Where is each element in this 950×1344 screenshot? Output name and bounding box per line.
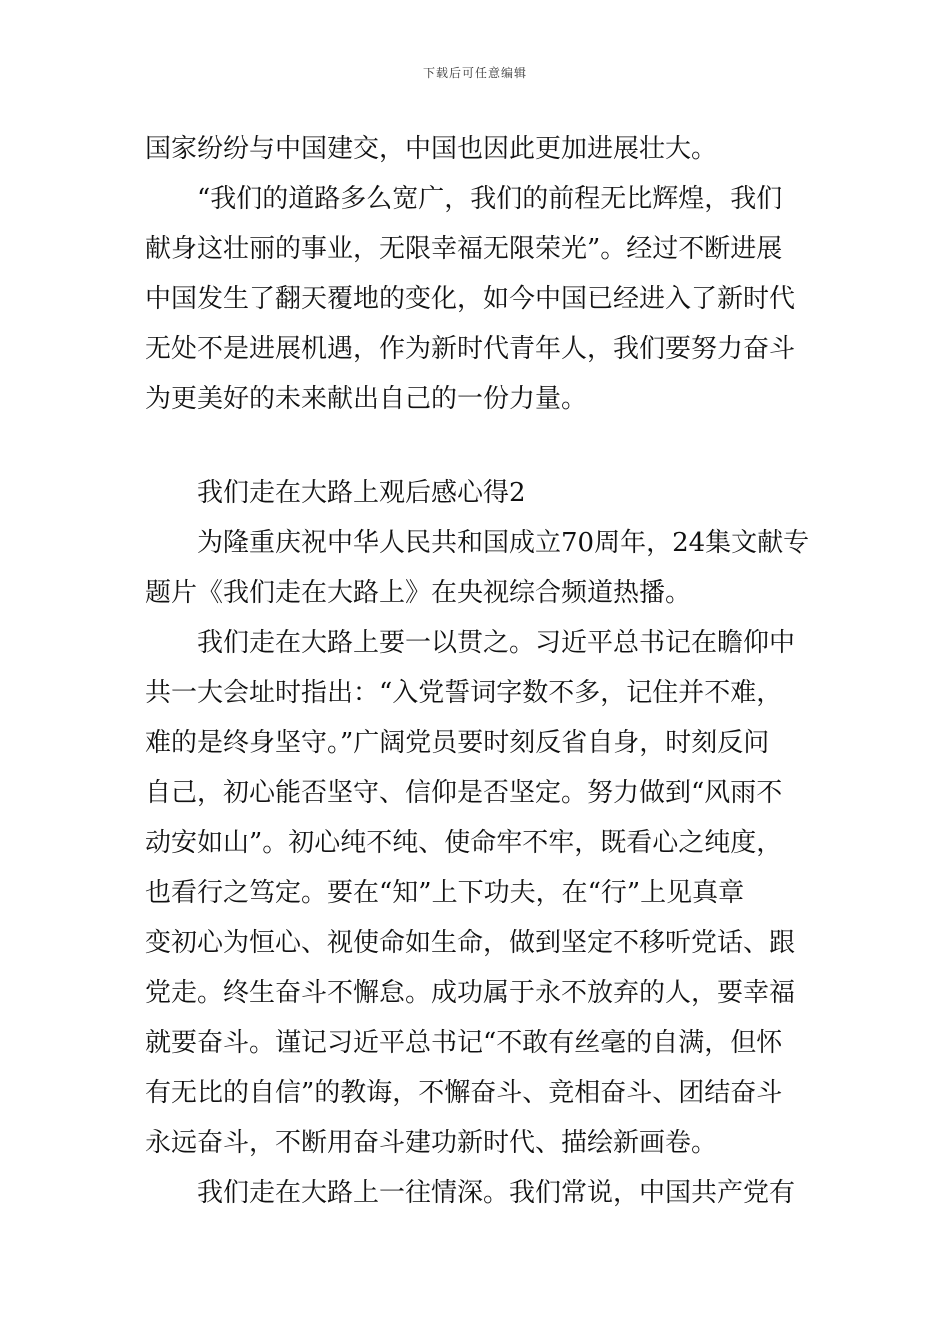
paragraph-line: 题片《我们走在大路上》在央视综合频道热播。 [145, 578, 692, 608]
paragraph-line: 难的是终身坚守。”广阔党员要时刻反省自身，时刻反问 [145, 728, 770, 758]
paragraph-line: 共一大会址时指出：“入党誓词字数不多，记住并不难， [145, 678, 783, 708]
paragraph-line: “我们的道路多么宽广，我们的前程无比辉煌，我们 [197, 184, 783, 214]
document-body [145, 124, 815, 1218]
section-title: 我们走在大路上观后感心得2 [197, 478, 526, 508]
paragraph-line: 永远奋斗，不断用奋斗建功新时代、描绘新画卷。 [145, 1128, 718, 1158]
page-header: 下载后可任意编辑 [422, 66, 527, 80]
paragraph-line: 无处不是进展机遇，作为新时代青年人，我们要努力奋斗 [145, 334, 796, 364]
section-spacer [145, 424, 815, 468]
paragraph-line: 为更美好的未来献出自己的一份力量。 [145, 384, 588, 414]
paragraph-line: 我们走在大路上一往情深。我们常说，中国共产党有 [197, 1178, 796, 1208]
paragraph-line: 国家纷纷与中国建交，中国也因此更加进展壮大。 [145, 134, 718, 164]
paragraph-line: 变初心为恒心、视使命如生命，做到坚定不移听党话、跟 [145, 928, 796, 958]
paragraph-line: 我们走在大路上要一以贯之。习近平总书记在瞻仰中 [197, 628, 796, 658]
paragraph-line: 自己，初心能否坚守、信仰是否坚定。努力做到“风雨不 [145, 778, 783, 808]
paragraph-line: 为隆重庆祝中华人民共和国成立70周年，24集文献专 [197, 528, 810, 558]
paragraph-line: 党走。终生奋斗不懈怠。成功属于永不放弃的人，要幸福 [145, 978, 796, 1008]
paragraph-line: 中国发生了翻天覆地的变化，如今中国已经进入了新时代 [145, 284, 796, 314]
paragraph-line: 献身这壮丽的事业，无限幸福无限荣光”。经过不断进展 [145, 234, 783, 264]
paragraph-line: 有无比的自信”的教诲，不懈奋斗、竞相奋斗、团结奋斗 [145, 1078, 783, 1108]
paragraph-line: 动安如山”。初心纯不纯、使命牢不牢，既看心之纯度， [145, 828, 783, 858]
paragraph-line: 也看行之笃定。要在“知”上下功夫，在“行”上见真章 [145, 878, 745, 908]
paragraph-line: 就要奋斗。谨记习近平总书记“不敢有丝毫的自满，但怀 [145, 1028, 783, 1058]
